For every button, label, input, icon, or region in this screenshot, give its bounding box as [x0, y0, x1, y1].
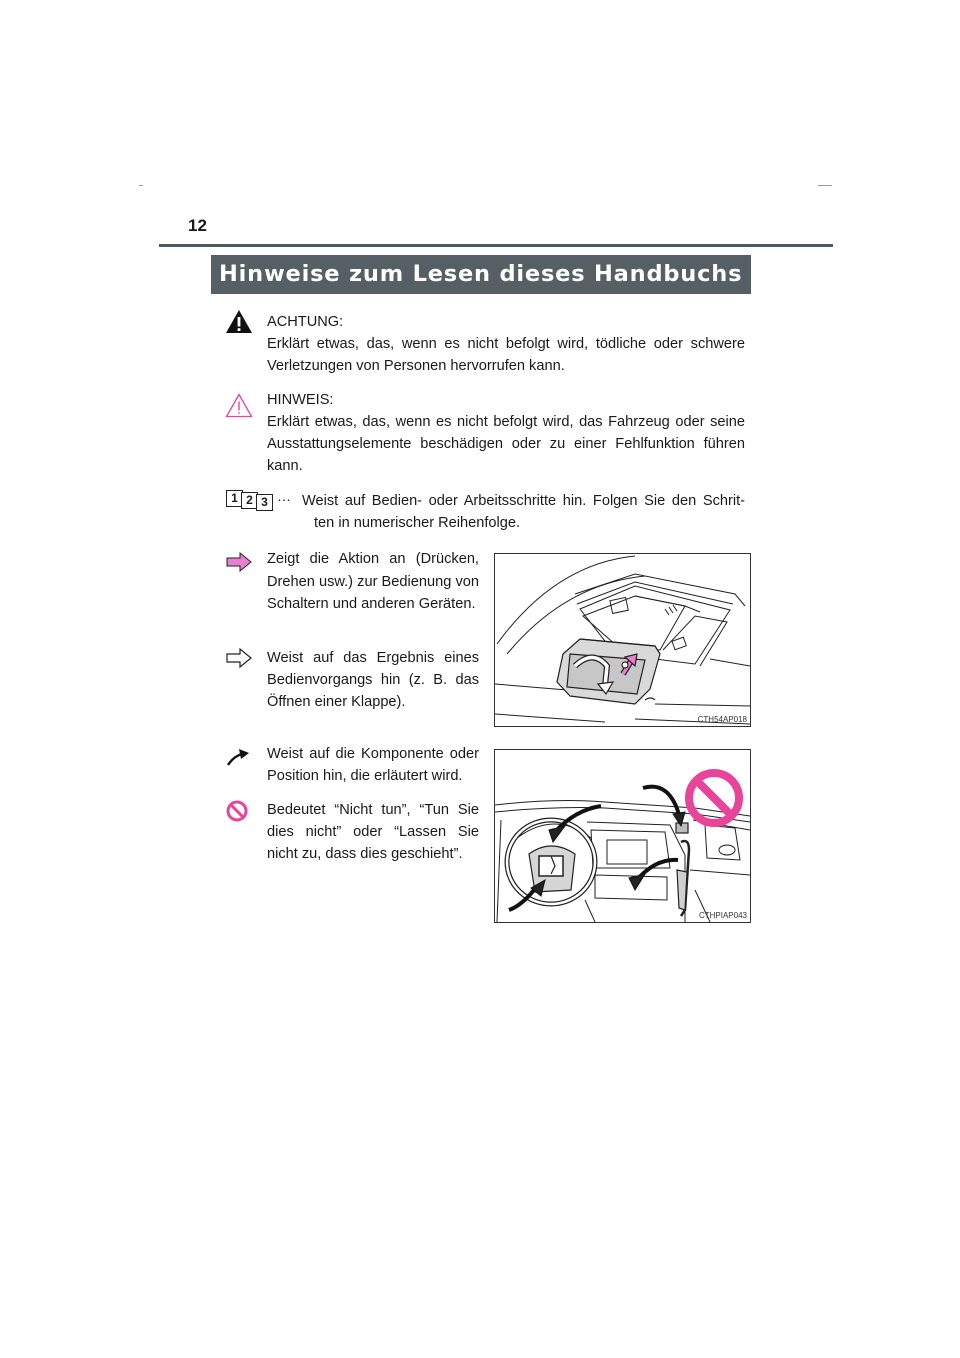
prohibition-entry: [267, 799, 479, 865]
crop-mark-left: [139, 185, 143, 186]
notice-heading: HINWEIS:: [267, 392, 334, 408]
result-body: Weist auf das Ergebnis eines Bedienvorgangs hin (z. B. das Öffnen einer Klappe).: [267, 650, 479, 710]
prohibition-body: Bedeutet “Nicht tun”, “Tun Sie dies nicht” oder “Lassen Sie nicht zu, dass dies geschieht”.: [267, 802, 479, 862]
section-title: Hinweise zum Lesen dieses Handbuchs: [211, 255, 751, 294]
figure-code-2: CTHPIAP043: [698, 911, 747, 920]
figure-code-1: CTH54AP018: [697, 715, 747, 724]
step-numbers-icon: [226, 490, 296, 512]
action-entry: [267, 548, 479, 616]
steps-body-line-1: Weist auf Bedien- oder Arbeitsschritte hin. Folgen Sie den Schrit-: [302, 493, 745, 509]
curved-pointer-arrow-icon: [226, 748, 250, 766]
arrow-right-outline-icon: [226, 648, 252, 668]
figure-overhead-console: [494, 553, 751, 727]
steps-body-line-2: ten in numerischer Reihenfolge.: [314, 515, 521, 531]
arrow-right-filled-icon: [226, 552, 252, 572]
page-number: 12: [188, 216, 207, 235]
warning-triangle-filled-icon: [225, 309, 253, 334]
step-ellipsis: …: [277, 488, 291, 504]
warning-triangle-outline-icon: [225, 393, 253, 418]
warning-heading: ACHTUNG:: [267, 314, 344, 330]
warning-body: Erklärt etwas, das, wenn es nicht befolgt wird, tödliche oder schwere Verletzungen von Personen hervorrufen kann.: [267, 336, 745, 374]
component-entry: [267, 743, 479, 787]
component-body: Weist auf die Komponente oder Position hin, die erläutert wird.: [267, 746, 479, 784]
notice-body: Erklärt etwas, das, wenn es nicht befolgt wird, das Fahrzeug oder seine Ausstattungselemente beschädigen oder zu einer Fehlfunktion führen kann.: [267, 414, 745, 474]
notice-entry: [267, 389, 745, 477]
steps-entry: [302, 490, 745, 534]
result-entry: [267, 647, 479, 713]
step-digit-1: 1: [231, 491, 238, 505]
step-digit-2: 2: [246, 493, 253, 507]
warning-entry: [267, 311, 745, 377]
crop-mark-right: [818, 185, 832, 186]
action-body: Zeigt die Aktion an (Drücken, Drehen usw.) zur Bedienung von Schaltern und anderen Geräten.: [267, 551, 479, 612]
figure-dashboard: [494, 749, 751, 923]
step-digit-3: 3: [261, 495, 268, 509]
header-rule: [159, 244, 833, 247]
no-symbol-icon: [226, 800, 248, 822]
